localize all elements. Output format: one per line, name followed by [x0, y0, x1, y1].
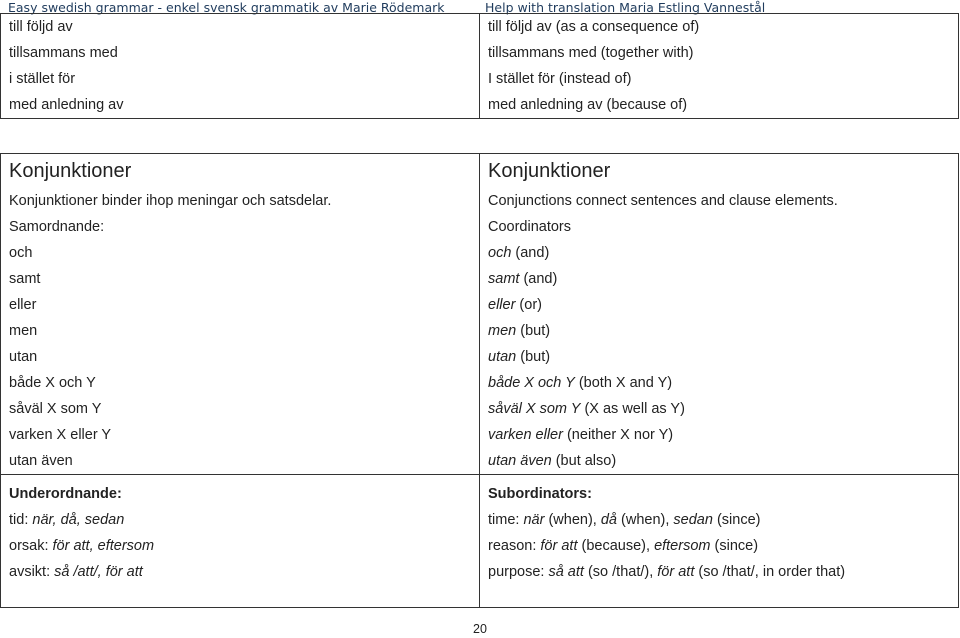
- english-gloss: (both X and Y): [574, 375, 673, 391]
- page-number: 20: [473, 622, 487, 636]
- phrase-left-cell: [1, 14, 480, 119]
- swedish-term: då: [600, 512, 617, 528]
- row-label: avsikt:: [9, 564, 55, 580]
- subordinator-row: [9, 559, 479, 585]
- conjunction-translation: [488, 448, 958, 474]
- row-value: för att, eftersom: [52, 538, 155, 554]
- english-gloss: (because),: [577, 538, 655, 554]
- english-gloss: (and): [519, 271, 558, 287]
- english-gloss: (when),: [544, 512, 601, 528]
- english-gloss: (but): [516, 349, 551, 365]
- subord-right-rows: [488, 507, 958, 585]
- subord-right-heading: Subordinators:: [488, 486, 592, 502]
- english-gloss: (neither X nor Y): [562, 427, 674, 443]
- phrase-left-list: [9, 14, 479, 118]
- left-heading: Samordnande:: [9, 219, 105, 235]
- phrase-table: [0, 13, 959, 119]
- conjunction-item: samt: [9, 271, 41, 287]
- english-gloss: (but): [516, 323, 551, 339]
- conjunction-translation: [488, 344, 958, 370]
- subord-left-rows: [9, 507, 479, 585]
- row-label: orsak:: [9, 538, 53, 554]
- subordinator-row: [9, 533, 479, 559]
- swedish-term: för att: [540, 538, 578, 554]
- conjunction-item: såväl X som Y: [9, 401, 102, 417]
- row-value: när, då, sedan: [32, 512, 125, 528]
- swedish-term: och: [488, 245, 512, 261]
- phrase-translation: till följd av (as a consequence of): [488, 19, 700, 35]
- swedish-term: men: [488, 323, 517, 339]
- header-left: Easy swedish grammar - enkel svensk grammatik av Marie Rödemark: [8, 0, 445, 15]
- row-label: purpose:: [488, 564, 549, 580]
- conjunction-translation: [488, 318, 958, 344]
- conjunction-translation: [488, 422, 958, 448]
- conjunction-item: både X och Y: [9, 375, 96, 391]
- row-label: time:: [488, 512, 524, 528]
- english-gloss: (so /that/, in order that): [694, 564, 846, 580]
- swedish-term: såväl X som Y: [488, 401, 581, 417]
- swedish-term: både X och Y: [488, 375, 575, 391]
- left-items: [9, 240, 479, 474]
- right-title: Konjunktioner: [488, 160, 611, 182]
- swedish-term: samt: [488, 271, 520, 287]
- swedish-term: utan: [488, 349, 517, 365]
- row-label: reason:: [488, 538, 541, 554]
- phrase-item: till följd av: [9, 19, 73, 35]
- phrase-item: tillsammans med: [9, 45, 118, 61]
- english-gloss: (since): [712, 512, 761, 528]
- subordinator-translation: [488, 507, 958, 533]
- conjunction-translation: [488, 292, 958, 318]
- swedish-term: så att: [548, 564, 584, 580]
- conjunction-translation: [488, 370, 958, 396]
- coord-left-cell: [1, 154, 480, 475]
- phrase-translation: I stället för (instead of): [488, 71, 632, 87]
- phrase-right-cell: [480, 14, 959, 119]
- subordinator-row: [9, 507, 479, 533]
- subord-left-cell: [1, 475, 480, 608]
- phrase-item: med anledning av: [9, 97, 124, 113]
- conjunction-item: men: [9, 323, 38, 339]
- english-gloss: (but also): [551, 453, 617, 469]
- conjunction-item: utan även: [9, 453, 73, 469]
- conjunction-table: [0, 153, 959, 608]
- swedish-term: sedan: [673, 512, 713, 528]
- phrase-translation: tillsammans med (together with): [488, 45, 694, 61]
- english-gloss: (when),: [616, 512, 674, 528]
- conjunction-item: eller: [9, 297, 37, 313]
- header-right: Help with translation Maria Estling Vannestål: [485, 0, 766, 15]
- row-label: tid:: [9, 512, 33, 528]
- swedish-term: när: [523, 512, 545, 528]
- conjunction-item: varken X eller Y: [9, 427, 112, 443]
- coord-right-cell: [480, 154, 959, 475]
- left-intro: Konjunktioner binder ihop meningar och satsdelar.: [9, 193, 332, 209]
- subord-left-heading: Underordnande:: [9, 486, 122, 502]
- subord-right-cell: [480, 475, 959, 608]
- conjunction-item: utan: [9, 349, 38, 365]
- swedish-term: varken eller: [488, 427, 563, 443]
- phrase-item: i stället för: [9, 71, 76, 87]
- conjunction-translation: [488, 396, 958, 422]
- english-gloss: (X as well as Y): [580, 401, 685, 417]
- right-intro: Conjunctions connect sentences and clause elements.: [488, 193, 838, 209]
- swedish-term: för att: [657, 564, 695, 580]
- english-gloss: (or): [515, 297, 542, 313]
- phrase-right-list: [488, 14, 958, 118]
- conjunction-translation: [488, 266, 958, 292]
- subordinator-translation: [488, 559, 958, 585]
- swedish-term: utan även: [488, 453, 552, 469]
- right-heading: Coordinators: [488, 219, 572, 235]
- conjunction-translation: [488, 240, 958, 266]
- phrase-translation: med anledning av (because of): [488, 97, 688, 113]
- left-title: Konjunktioner: [9, 160, 132, 182]
- swedish-term: eftersom: [654, 538, 711, 554]
- english-gloss: (since): [710, 538, 759, 554]
- swedish-term: eller: [488, 297, 516, 313]
- english-gloss: (and): [511, 245, 550, 261]
- subordinator-translation: [488, 533, 958, 559]
- conjunction-item: och: [9, 245, 33, 261]
- english-gloss: (so /that/),: [583, 564, 658, 580]
- row-value: så /att/, för att: [54, 564, 143, 580]
- right-items: [488, 240, 958, 474]
